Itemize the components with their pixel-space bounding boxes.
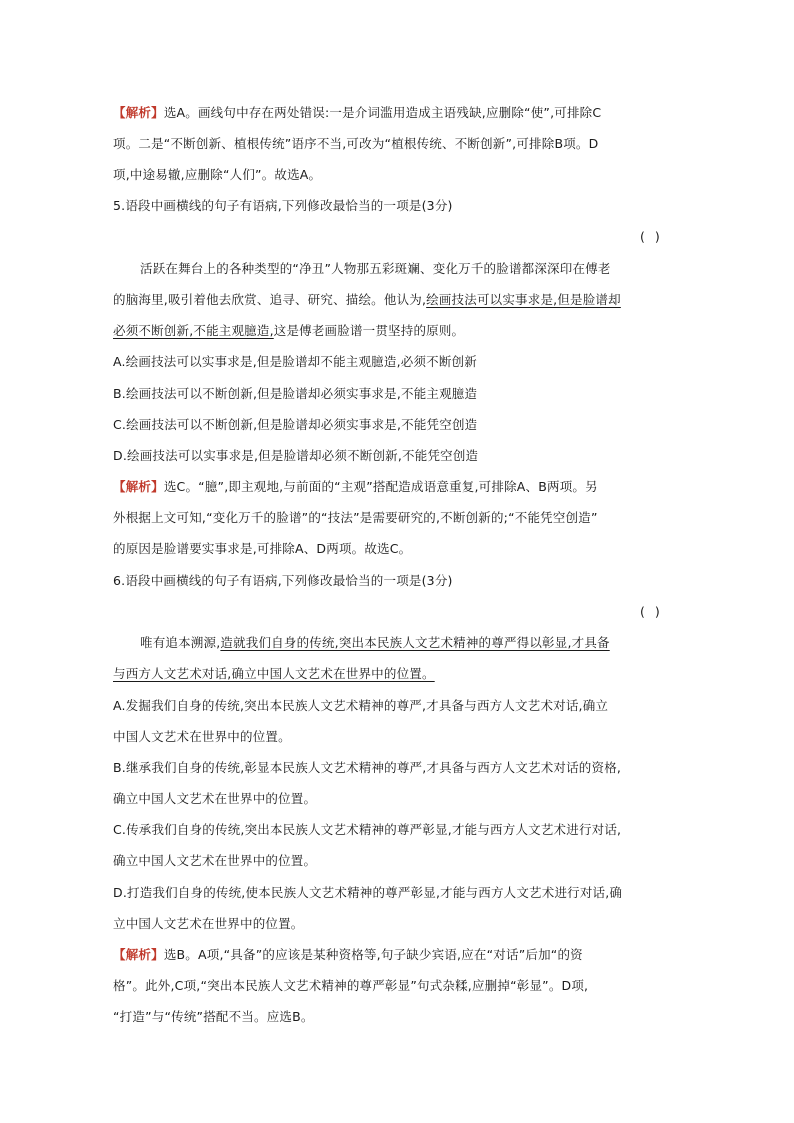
q6-option-d-line-2: 立中国人文艺术在世界中的位置。 <box>113 916 304 931</box>
q6-analysis-line-3: “打造”与“传统”搭配不当。应选B。 <box>113 1009 314 1024</box>
q6-answer-paren: () <box>640 604 670 619</box>
answer-tag: 【解析】 <box>113 479 164 494</box>
q6-option-c-line-1: C.传承我们自身的传统,突出本民族人文艺术精神的尊严彰显,才能与西方人文艺术进行对话, <box>113 822 622 837</box>
q6-option-b-line-2: 确立中国人文艺术在世界中的位置。 <box>113 791 317 806</box>
q5-underlined-sentence-part-1: 绘画技法可以实事求是,但是脸谱却 <box>426 292 621 307</box>
q5-passage-line-2 <box>113 292 621 308</box>
q6-underlined-sentence-part-1: 造就我们自身的传统,突出本民族人文艺术精神的尊严得以彰显,才具备 <box>220 635 610 650</box>
q5-option-c: C.绘画技法可以不断创新,但是脸谱却必须实事求是,不能凭空创造 <box>113 417 478 432</box>
q5-passage-line-1: 活跃在舞台上的各种类型的“净丑”人物那五彩斑斓、变化万千的脸谱都深深印在傅老 <box>140 261 611 276</box>
q5-answer-paren: () <box>640 229 670 244</box>
q6-analysis-line-1 <box>113 947 583 963</box>
q5-analysis-line-3: 的原因是脸谱要实事求是,可排除A、D两项。故选C。 <box>113 541 412 556</box>
q6-analysis-text-1: 选B。A项,“具备”的应该是某种资格等,句子缺少宾语,应在“对话”后加“的资 <box>163 947 583 962</box>
q4-analysis-line-2: 项。二是“不断创新、植根传统”语序不当,可改为“植根传统、不断创新”,可排除B项。D <box>113 136 599 151</box>
q5-option-b: B.绘画技法可以不断创新,但是脸谱却必须实事求是,不能主观臆造 <box>113 386 478 401</box>
q5-passage-tail: 这是傅老画脸谱一贯坚持的原则。 <box>273 323 465 338</box>
q6-option-d-line-1: D.打造我们自身的传统,使本民族人文艺术精神的尊严彰显,才能与西方人文艺术进行对话,确 <box>113 885 623 900</box>
q6-analysis-line-2: 格”。此外,C项,“突出本民族人文艺术精神的尊严彰显”句式杂糅,应删掉“彰显”。D项, <box>113 978 589 993</box>
q6-stem: 6.语段中画横线的句子有语病,下列修改最恰当的一项是(3分) <box>113 573 453 588</box>
q6-passage-plain: 唯有追本溯源, <box>140 635 221 650</box>
q6-underlined-sentence-part-2: 与西方人文艺术对话,确立中国人文艺术在世界中的位置。 <box>113 666 435 681</box>
q6-option-c-line-2: 确立中国人文艺术在世界中的位置。 <box>113 853 317 868</box>
q6-option-b-line-1: B.继承我们自身的传统,彰显本民族人文艺术精神的尊严,才具备与西方人文艺术对话的资格, <box>113 760 622 775</box>
q6-option-a-line-1: A.发掘我们自身的传统,突出本民族人文艺术精神的尊严,才具备与西方人文艺术对话,确立 <box>113 698 609 713</box>
q4-analysis-line-1 <box>113 105 601 121</box>
answer-tag: 【解析】 <box>113 105 164 120</box>
q5-analysis-text-1: 选C。“臆”,即主观地,与前面的“主观”搭配造成语意重复,可排除A、B两项。另 <box>163 479 598 494</box>
q5-analysis-line-2: 外根据上文可知,“变化万千的脸谱”的“技法”是需要研究的,不断创新的;“不能凭空创造” <box>113 510 598 525</box>
q5-stem: 5.语段中画横线的句子有语病,下列修改最恰当的一项是(3分) <box>113 198 453 213</box>
q5-option-d: D.绘画技法可以实事求是,但是脸谱却必须不断创新,不能凭空创造 <box>113 448 479 463</box>
q5-underlined-sentence-part-2: 必须不断创新,不能主观臆造, <box>113 323 274 338</box>
answer-tag: 【解析】 <box>113 947 164 962</box>
q6-passage-line-1 <box>140 635 610 651</box>
q5-passage-plain: 的脑海里,吸引着他去欣赏、追寻、研究、描绘。他认为, <box>113 292 427 307</box>
q5-option-a: A.绘画技法可以实事求是,但是脸谱却不能主观臆造,必须不断创新 <box>113 354 477 369</box>
q6-option-a-line-2: 中国人文艺术在世界中的位置。 <box>113 729 291 744</box>
q5-passage-line-3 <box>113 323 464 339</box>
q4-analysis-text-1: 选A。画线句中存在两处错误:一是介词滥用造成主语残缺,应删除“使”,可排除C <box>163 105 602 120</box>
q6-passage-line-2 <box>113 666 435 682</box>
q5-analysis-line-1 <box>113 479 598 495</box>
q4-analysis-line-3: 项,中途易辙,应删除“人们”。故选A。 <box>113 167 322 182</box>
